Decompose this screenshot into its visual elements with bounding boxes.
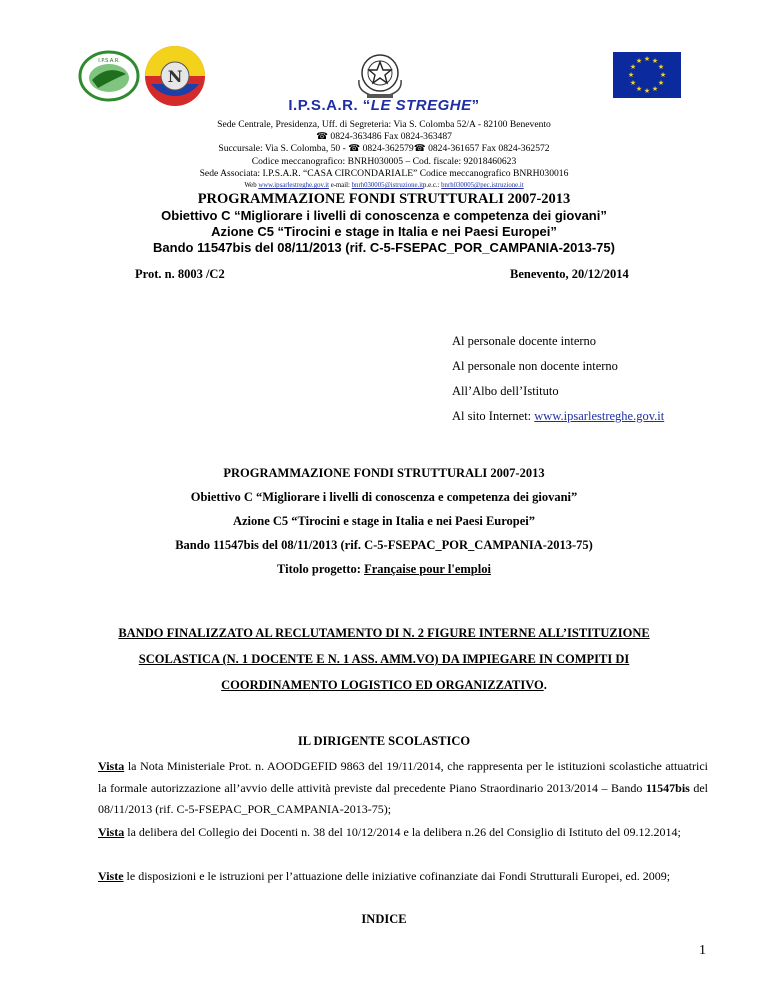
header-line: Sede Associata: I.P.S.A.R. “CASA CIRCONDARIALE” Codice meccanografico BNRH030016	[199, 167, 569, 179]
pec-link[interactable]: bnrh030005@pec.istruzione.it	[441, 182, 524, 189]
vista-paragraph-1: Vista la Nota Ministeriale Prot. n. AOODGEFID 9863 del 19/11/2014, che rappresenta per le istituzioni scolastiche attuatrici la formale autorizzazione all’avvio delle attività previste dal precedente Piano Straordinario 2013/2014 – Bando 11547bis del 08/11/2013 (rif. C-5-FSEPAC_POR_CAMPANIA-2013-75);	[98, 759, 708, 816]
bando-line: SCOLASTICA (N. 1 DOCENTE E N. 1 ASS. AMM.VO) DA IMPIEGARE IN COMPITI DI	[138, 652, 630, 666]
header-line: Succursale: Via S. Colomba, 50 - ☎ 0824-362579☎ 0824-361657 Fax 0824-362572	[218, 143, 550, 155]
svg-text:★: ★	[629, 79, 637, 87]
school-logo-left	[78, 50, 140, 102]
header-line: Codice meccanografico: BNRH030005 – Cod. fiscale: 92018460623	[251, 155, 517, 167]
svg-text:★: ★	[657, 79, 665, 87]
protocol-number: Prot. n. 8003 /C2	[135, 267, 225, 281]
school-name: I.P.S.A.R. “LE STREGHE”	[288, 97, 480, 114]
indice-heading: INDICE	[361, 912, 407, 926]
header-contacts: Web www.ipsarlestreghe.gov.it e-mail: bnrh030005@istruzione.itp.e.c.: bnrh030005@pec.istruzione.it	[244, 182, 524, 189]
place-date: Benevento, 20/12/2014	[510, 267, 629, 281]
svg-text:★: ★	[651, 57, 659, 65]
program-action-header: Azione C5 “Tirocini e stage in Italia e nei Paesi Europei”	[211, 224, 557, 239]
program-title-header: PROGRAMMAZIONE FONDI STRUTTURALI 2007-2013	[197, 191, 571, 207]
svg-text:★: ★	[635, 85, 643, 93]
header-address-block	[0, 119, 768, 180]
recipient: Al personale docente interno	[452, 334, 597, 348]
bando-line: BANDO FINALIZZATO AL RECLUTAMENTO DI N. 2 FIGURE INTERNE ALL’ISTITUZIONE	[118, 626, 650, 640]
svg-text:★: ★	[627, 71, 635, 79]
program-action: Azione C5 “Tirocini e stage in Italia e nei Paesi Europei”	[232, 514, 536, 528]
program-bando: Bando 11547bis del 08/11/2013 (rif. C-5-FSEPAC_POR_CAMPANIA-2013-75)	[175, 538, 593, 552]
svg-text:★: ★	[635, 57, 643, 65]
recipient: Al sito Internet: www.ipsarlestreghe.gov.it	[452, 409, 665, 423]
page-number: 1	[699, 943, 706, 958]
web-link[interactable]: www.ipsarlestreghe.gov.it	[258, 182, 329, 189]
eu-flag	[613, 52, 681, 98]
email-link[interactable]: bnrh030005@istruzione.it	[351, 182, 424, 189]
website-link[interactable]: www.ipsarlestreghe.gov.it	[534, 409, 665, 423]
header-line: Sede Centrale, Presidenza, Uff. di Segreteria: Via S. Colomba 52/A - 82100 Benevento	[217, 119, 551, 130]
header-line: ☎ 0824-363486 Fax 0824-363487	[316, 131, 452, 143]
program-bando-header: Bando 11547bis del 08/11/2013 (rif. C-5-FSEPAC_POR_CAMPANIA-2013-75)	[153, 240, 615, 255]
dirigente-heading: IL DIRIGENTE SCOLASTICO	[297, 734, 471, 748]
svg-text:★: ★	[659, 71, 667, 79]
program-objective: Obiettivo C “Migliorare i livelli di conoscenza e competenza dei giovani”	[190, 490, 578, 504]
svg-text:★: ★	[643, 87, 651, 95]
program-objective-header: Obiettivo C “Migliorare i livelli di conoscenza e competenza dei giovani”	[161, 208, 607, 223]
svg-text:★: ★	[657, 63, 665, 71]
viste-paragraph: Viste le disposizioni e le istruzioni per l’attuazione delle iniziative cofinanziate dai Fondi Strutturali Europei, ed. 2009;	[98, 869, 671, 883]
program-title: PROGRAMMAZIONE FONDI STRUTTURALI 2007-2013	[223, 466, 545, 480]
bando-line: COORDINAMENTO LOGISTICO ED ORGANIZZATIVO.	[221, 678, 547, 692]
italian-republic-emblem	[351, 50, 409, 100]
svg-text:★: ★	[629, 63, 637, 71]
recipient: Al personale non docente interno	[452, 359, 618, 373]
svg-text:N: N	[167, 67, 183, 86]
recipient: All’Albo dell’Istituto	[452, 384, 559, 398]
vista-paragraph-2: Vista la delibera del Collegio dei Docenti n. 38 del 10/12/2014 e la delibera n.26 del Consiglio di Istituto del 09.12.2014;	[98, 825, 681, 839]
svg-text:I.P.S.A.R.: I.P.S.A.R.	[98, 58, 120, 64]
svg-text:★: ★	[651, 85, 659, 93]
project-title: Titolo progetto: Française pour l'emploi	[277, 562, 491, 576]
svg-text:★: ★	[643, 55, 651, 63]
